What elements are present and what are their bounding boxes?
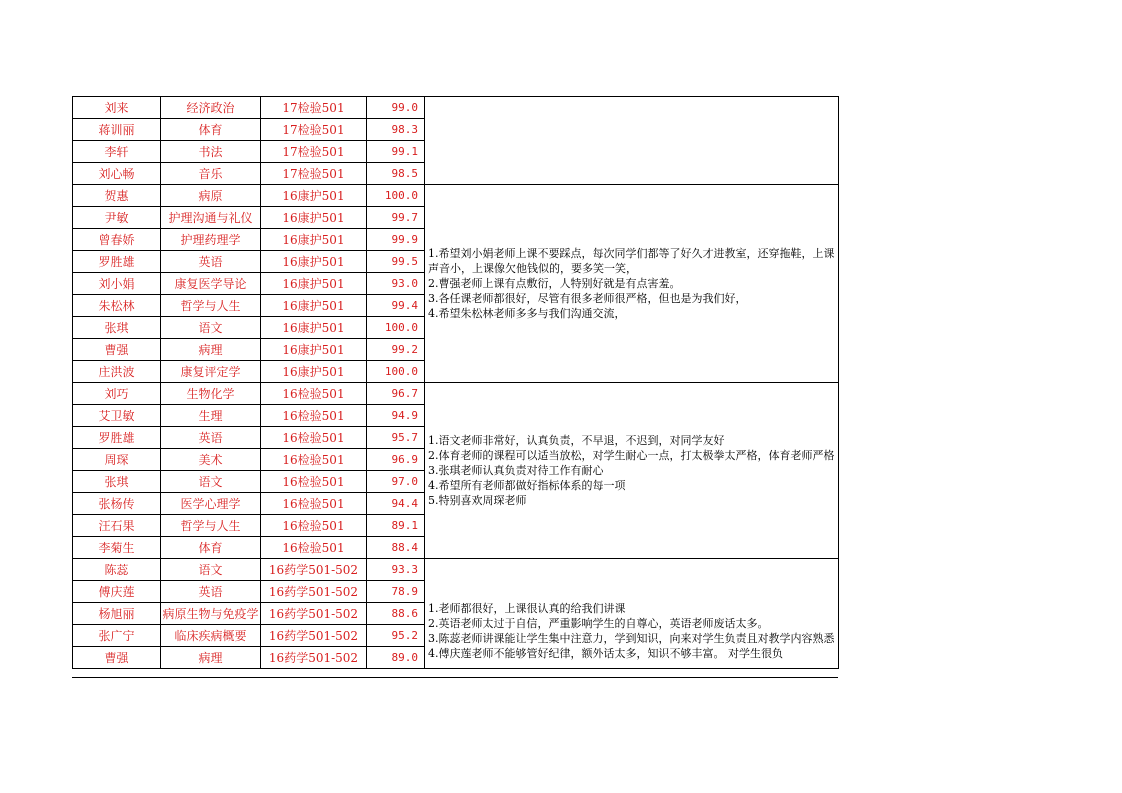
class-cell: 17检验501 bbox=[261, 119, 367, 141]
course-cell: 临床疾病概要 bbox=[161, 625, 261, 647]
course-cell: 英语 bbox=[161, 581, 261, 603]
score-cell: 99.7 bbox=[367, 207, 425, 229]
class-cell: 16检验501 bbox=[261, 537, 367, 559]
comment-line: 1.语文老师非常好，认真负责，不早退，不迟到，对同学友好 bbox=[428, 434, 725, 447]
teacher-name-cell: 庄洪波 bbox=[73, 361, 161, 383]
teacher-name-cell: 周琛 bbox=[73, 449, 161, 471]
score-cell: 89.1 bbox=[367, 515, 425, 537]
course-cell: 美术 bbox=[161, 449, 261, 471]
course-cell: 病理 bbox=[161, 647, 261, 669]
course-cell: 病原生物与免疫学 bbox=[161, 603, 261, 625]
comment-line: 4.希望朱松林老师多多与我们沟通交流， bbox=[428, 307, 626, 320]
course-cell: 音乐 bbox=[161, 163, 261, 185]
comment-line: 2.曹强老师上课有点敷衍，人特别好就是有点害羞。 bbox=[428, 277, 681, 290]
course-cell: 语文 bbox=[161, 317, 261, 339]
teacher-name-cell: 曹强 bbox=[73, 647, 161, 669]
class-cell: 16康护501 bbox=[261, 361, 367, 383]
teacher-name-cell: 张广宁 bbox=[73, 625, 161, 647]
teacher-name-cell: 罗胜雄 bbox=[73, 427, 161, 449]
course-cell: 书法 bbox=[161, 141, 261, 163]
class-cell: 16药学501-502 bbox=[261, 603, 367, 625]
class-cell: 16康护501 bbox=[261, 273, 367, 295]
score-cell: 96.7 bbox=[367, 383, 425, 405]
score-cell: 78.9 bbox=[367, 581, 425, 603]
score-cell: 93.0 bbox=[367, 273, 425, 295]
course-cell: 体育 bbox=[161, 537, 261, 559]
course-cell: 护理沟通与礼仪 bbox=[161, 207, 261, 229]
class-cell: 16药学501-502 bbox=[261, 581, 367, 603]
table-row bbox=[73, 383, 839, 405]
score-cell: 95.2 bbox=[367, 625, 425, 647]
evaluation-table-body bbox=[73, 97, 839, 669]
evaluation-table bbox=[72, 96, 839, 669]
teacher-name-cell: 蒋训丽 bbox=[73, 119, 161, 141]
class-cell: 16康护501 bbox=[261, 295, 367, 317]
course-cell: 语文 bbox=[161, 471, 261, 493]
score-cell: 88.6 bbox=[367, 603, 425, 625]
course-cell: 康复医学导论 bbox=[161, 273, 261, 295]
score-cell: 95.7 bbox=[367, 427, 425, 449]
class-cell: 16康护501 bbox=[261, 185, 367, 207]
class-cell: 16检验501 bbox=[261, 449, 367, 471]
score-cell: 99.2 bbox=[367, 339, 425, 361]
comment-line: 3.各任课老师都很好，尽管有很多老师很严格，但也是为我们好， bbox=[428, 292, 747, 305]
teacher-name-cell: 李轩 bbox=[73, 141, 161, 163]
teacher-name-cell: 张琪 bbox=[73, 317, 161, 339]
score-cell: 99.1 bbox=[367, 141, 425, 163]
comment-line: 1.希望刘小娟老师上课不要踩点，每次同学们都等了好久才进教室，还穿拖鞋，上课声音小，上课像欠他钱似的，要多笑一笑， bbox=[428, 247, 835, 275]
teacher-name-cell: 李菊生 bbox=[73, 537, 161, 559]
comments-cell bbox=[425, 383, 839, 559]
score-cell: 98.3 bbox=[367, 119, 425, 141]
teacher-name-cell: 艾卫敏 bbox=[73, 405, 161, 427]
course-cell: 体育 bbox=[161, 119, 261, 141]
class-cell: 16康护501 bbox=[261, 339, 367, 361]
score-cell: 99.0 bbox=[367, 97, 425, 119]
comment-line: 4.希望所有老师都做好指标体系的每一项 bbox=[428, 479, 626, 492]
score-cell: 96.9 bbox=[367, 449, 425, 471]
class-cell: 16检验501 bbox=[261, 427, 367, 449]
course-cell: 生物化学 bbox=[161, 383, 261, 405]
class-cell: 16检验501 bbox=[261, 383, 367, 405]
table-row bbox=[73, 185, 839, 207]
table-bottom-edge bbox=[72, 677, 838, 678]
score-cell: 99.4 bbox=[367, 295, 425, 317]
class-cell: 16康护501 bbox=[261, 207, 367, 229]
class-cell: 16康护501 bbox=[261, 229, 367, 251]
table-row bbox=[73, 97, 839, 119]
score-cell: 99.5 bbox=[367, 251, 425, 273]
course-cell: 生理 bbox=[161, 405, 261, 427]
course-cell: 英语 bbox=[161, 427, 261, 449]
course-cell: 病原 bbox=[161, 185, 261, 207]
comment-line: 5.特别喜欢周琛老师 bbox=[428, 494, 527, 507]
teacher-name-cell: 杨旭丽 bbox=[73, 603, 161, 625]
comment-line: 3.张琪老师认真负责对待工作有耐心 bbox=[428, 464, 604, 477]
teacher-name-cell: 贺惠 bbox=[73, 185, 161, 207]
course-cell: 康复评定学 bbox=[161, 361, 261, 383]
score-cell: 100.0 bbox=[367, 317, 425, 339]
table-row bbox=[73, 559, 839, 581]
course-cell: 经济政治 bbox=[161, 97, 261, 119]
score-cell: 89.0 bbox=[367, 647, 425, 669]
course-cell: 病理 bbox=[161, 339, 261, 361]
class-cell: 16药学501-502 bbox=[261, 625, 367, 647]
score-cell: 94.9 bbox=[367, 405, 425, 427]
comment-line: 2.体育老师的课程可以适当放松，对学生耐心一点，打太极拳太严格，体育老师严格 bbox=[428, 449, 835, 462]
comment-line: 1.老师都很好，上课很认真的给我们讲课 bbox=[428, 602, 626, 615]
comment-line: 3.陈蕊老师讲课能让学生集中注意力，学到知识，向来对学生负责且对教学内容熟悉 bbox=[428, 632, 835, 645]
teacher-name-cell: 张杨传 bbox=[73, 493, 161, 515]
class-cell: 16检验501 bbox=[261, 471, 367, 493]
score-cell: 88.4 bbox=[367, 537, 425, 559]
score-cell: 98.5 bbox=[367, 163, 425, 185]
teacher-name-cell: 傅庆莲 bbox=[73, 581, 161, 603]
comment-line: 2.英语老师太过于自信，严重影响学生的自尊心，英语老师废话太多。 bbox=[428, 617, 769, 630]
comments-text bbox=[428, 433, 835, 508]
class-cell: 16检验501 bbox=[261, 515, 367, 537]
teacher-name-cell: 刘小娟 bbox=[73, 273, 161, 295]
teacher-name-cell: 刘心畅 bbox=[73, 163, 161, 185]
class-cell: 16药学501-502 bbox=[261, 647, 367, 669]
teacher-name-cell: 汪石果 bbox=[73, 515, 161, 537]
teacher-name-cell: 罗胜雄 bbox=[73, 251, 161, 273]
teacher-name-cell: 陈蕊 bbox=[73, 559, 161, 581]
teacher-name-cell: 曾春娇 bbox=[73, 229, 161, 251]
comments-text bbox=[428, 559, 835, 667]
teacher-name-cell: 尹敏 bbox=[73, 207, 161, 229]
class-cell: 17检验501 bbox=[261, 163, 367, 185]
score-cell: 93.3 bbox=[367, 559, 425, 581]
teacher-name-cell: 张琪 bbox=[73, 471, 161, 493]
class-cell: 16康护501 bbox=[261, 317, 367, 339]
course-cell: 医学心理学 bbox=[161, 493, 261, 515]
comments-cell bbox=[425, 185, 839, 383]
course-cell: 护理药理学 bbox=[161, 229, 261, 251]
score-cell: 100.0 bbox=[367, 361, 425, 383]
score-cell: 100.0 bbox=[367, 185, 425, 207]
class-cell: 17检验501 bbox=[261, 97, 367, 119]
course-cell: 哲学与人生 bbox=[161, 295, 261, 317]
class-cell: 16检验501 bbox=[261, 493, 367, 515]
score-cell: 94.4 bbox=[367, 493, 425, 515]
teacher-name-cell: 刘巧 bbox=[73, 383, 161, 405]
teacher-name-cell: 曹强 bbox=[73, 339, 161, 361]
course-cell: 英语 bbox=[161, 251, 261, 273]
teacher-name-cell: 朱松林 bbox=[73, 295, 161, 317]
class-cell: 16药学501-502 bbox=[261, 559, 367, 581]
class-cell: 17检验501 bbox=[261, 141, 367, 163]
comments-cell bbox=[425, 559, 839, 669]
score-cell: 99.9 bbox=[367, 229, 425, 251]
comments-text bbox=[428, 246, 835, 321]
score-cell: 97.0 bbox=[367, 471, 425, 493]
teacher-name-cell: 刘来 bbox=[73, 97, 161, 119]
class-cell: 16检验501 bbox=[261, 405, 367, 427]
course-cell: 语文 bbox=[161, 559, 261, 581]
comment-line: 4.傅庆莲老师不能够管好纪律，额外话太多，知识不够丰富。 对学生很负 bbox=[428, 647, 783, 660]
course-cell: 哲学与人生 bbox=[161, 515, 261, 537]
class-cell: 16康护501 bbox=[261, 251, 367, 273]
comments-cell bbox=[425, 97, 839, 185]
